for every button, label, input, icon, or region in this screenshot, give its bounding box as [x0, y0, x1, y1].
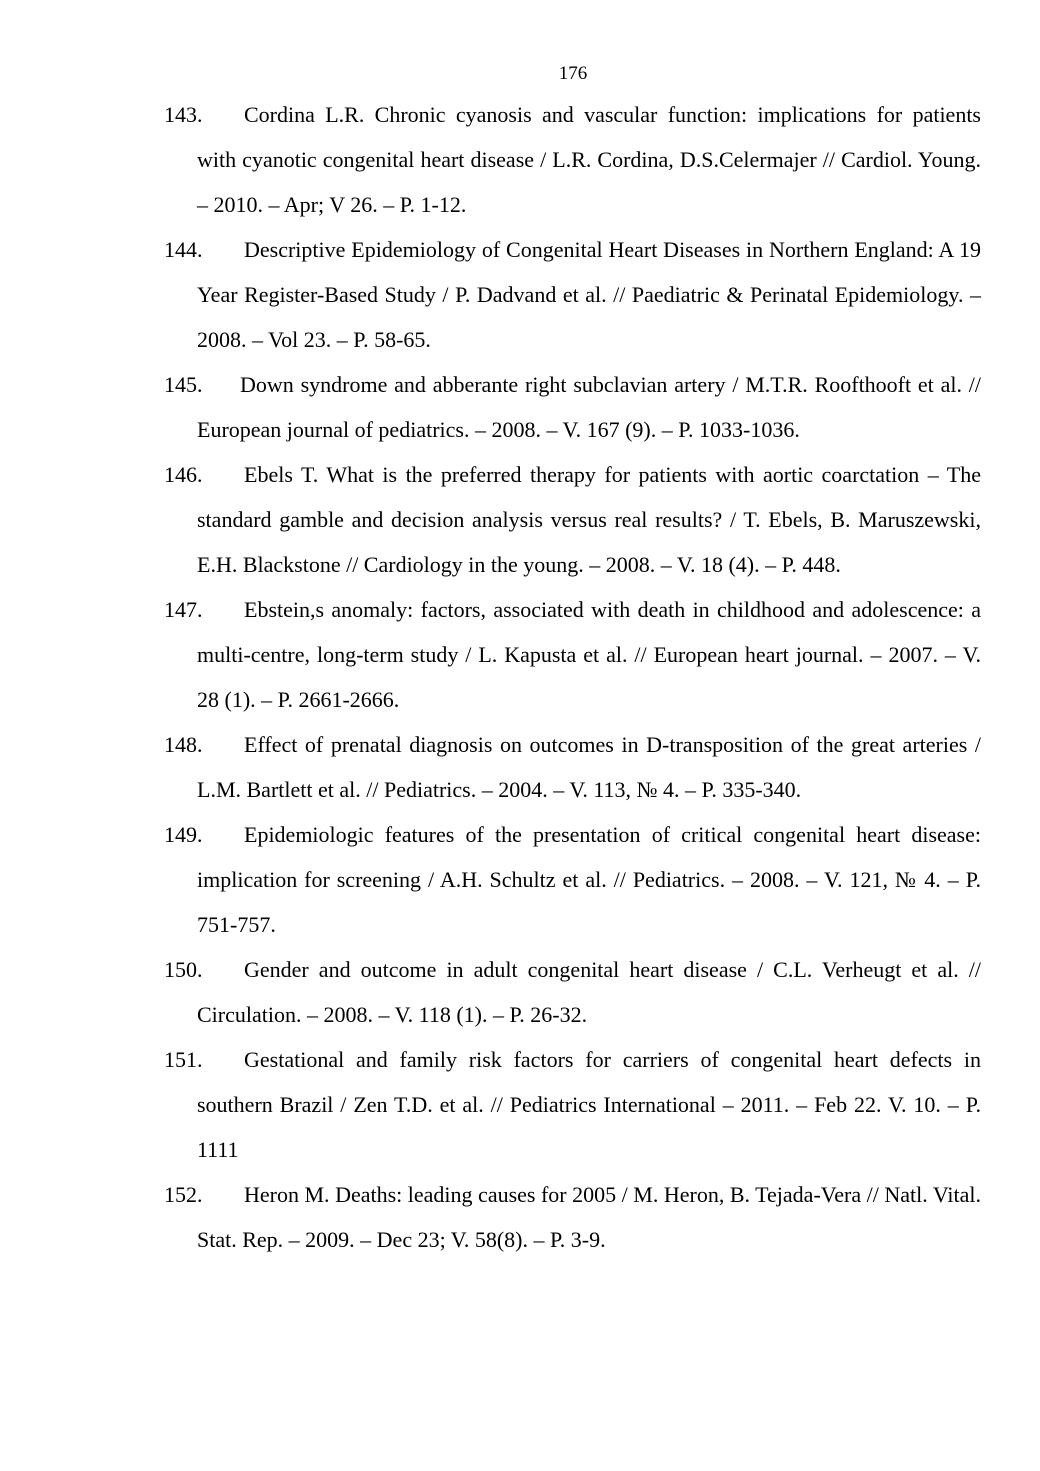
reference-number: 148.: [164, 732, 203, 757]
reference-item: [164, 722, 981, 812]
reference-number: 146.: [164, 462, 203, 487]
reference-item: [164, 812, 981, 947]
reference-text: Heron M. Deaths: leading causes for 2005 / M. Heron, B. Tejada-Vera // Natl. Vital. Stat. Rep. – 2009. – Dec 23; V. 58(8). – P. 3-9.: [197, 1182, 981, 1252]
reference-text: Down syndrome and abberante right subclavian artery / M.T.R. Roofthooft et al. // European journal of pediatrics. – 2008. – V. 167 (9). – P. 1033-1036.: [197, 372, 981, 442]
reference-text: Descriptive Epidemiology of Congenital Heart Diseases in Northern England: A 19 Year Register-Based Study / P. Dadvand et al. // Paediatric & Perinatal Epidemiology. – 2008. – Vol 23. – P. 58-65.: [197, 237, 981, 352]
reference-text: Gestational and family risk factors for carriers of congenital heart defects in southern Brazil / Zen T.D. et al. // Pediatrics International – 2011. – Feb 22. V. 10. – P. 1111: [197, 1047, 981, 1162]
reference-number: 147.: [164, 597, 203, 622]
reference-number: 144.: [164, 237, 203, 262]
reference-text: Epidemiologic features of the presentation of critical congenital heart disease: implication for screening / A.H. Schultz et al. // Pediatrics. – 2008. – V. 121, № 4. – P. 751-757.: [197, 822, 981, 937]
reference-item: [164, 92, 981, 227]
page-number: 176: [558, 63, 588, 84]
reference-item: [164, 1172, 981, 1262]
reference-item: [164, 587, 981, 722]
reference-text: Gender and outcome in adult congenital heart disease / C.L. Verheugt et al. // Circulation. – 2008. – V. 118 (1). – P. 26-32.: [197, 957, 981, 1027]
reference-list: [164, 92, 981, 1262]
reference-item: [164, 947, 981, 1037]
reference-number: 150.: [164, 957, 203, 982]
reference-number: 143.: [164, 102, 203, 127]
reference-text: Ebels T. What is the preferred therapy for patients with aortic coarctation – The standard gamble and decision analysis versus real results? / T. Ebels, B. Maruszewski, E.H. Blackstone // Cardiology in the young. – 2008. – V. 18 (4). – P. 448.: [197, 462, 981, 577]
reference-item: [164, 452, 981, 587]
reference-item: [164, 1037, 981, 1172]
reference-number: 152.: [164, 1182, 203, 1207]
reference-item: [164, 227, 981, 362]
reference-number: 145.: [164, 372, 203, 397]
reference-text: Cordina L.R. Chronic cyanosis and vascular function: implications for patients with cyanotic congenital heart disease / L.R. Cordina, D.S.Celermajer // Cardiol. Young. – 2010. – Apr; V 26. – P. 1-12.: [197, 102, 981, 217]
reference-number: 151.: [164, 1047, 203, 1072]
reference-item: [164, 362, 981, 452]
reference-text: Effect of prenatal diagnosis on outcomes in D-transposition of the great arteries / L.M. Bartlett et al. // Pediatrics. – 2004. – V. 113, № 4. – P. 335-340.: [197, 732, 981, 802]
reference-text: Ebstein,s anomaly: factors, associated with death in childhood and adolescence: a multi-centre, long-term study / L. Kapusta et al. // European heart journal. – 2007. – V. 28 (1). – P. 2661-2666.: [197, 597, 981, 712]
reference-number: 149.: [164, 822, 203, 847]
